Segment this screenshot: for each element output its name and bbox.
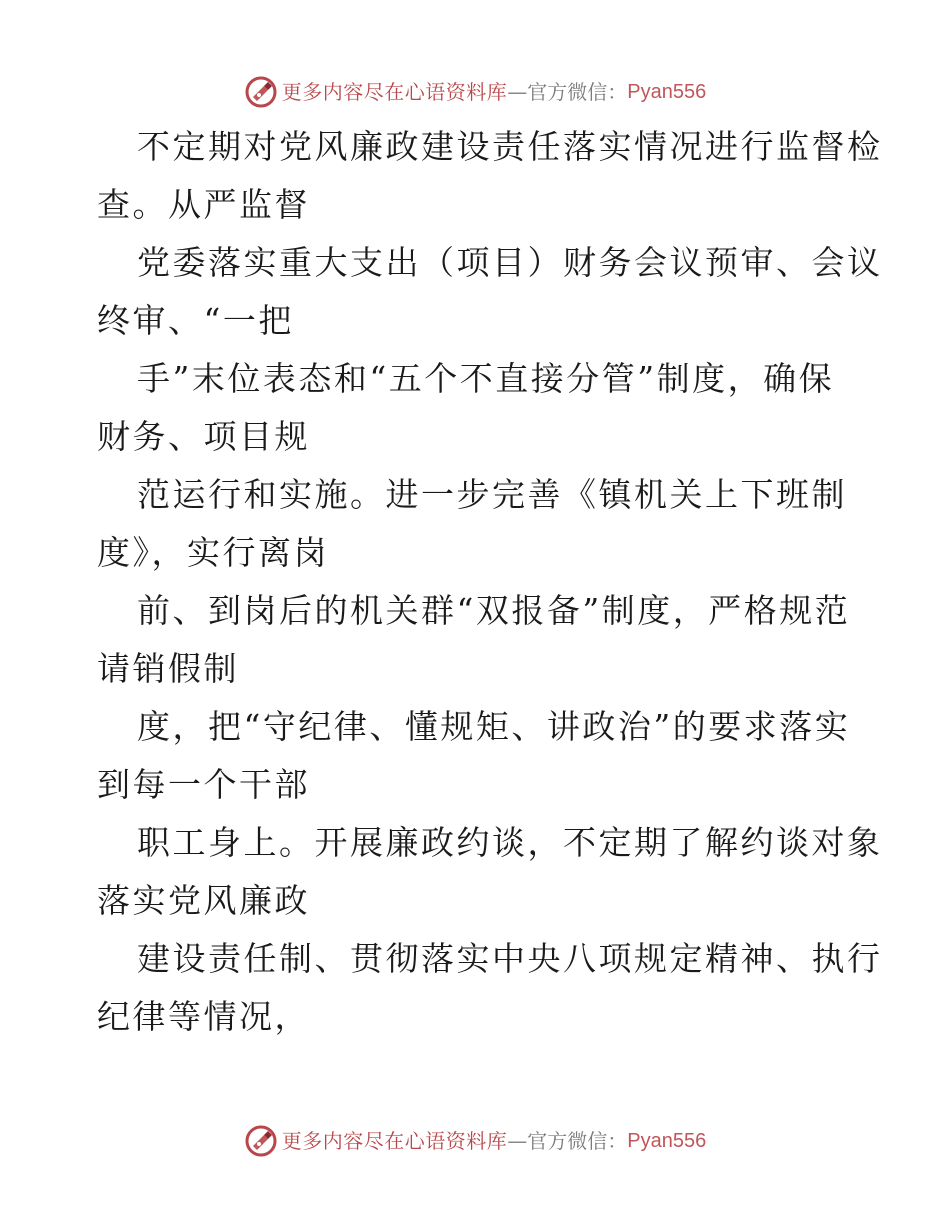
watermark-wechat-id: Pyan556 bbox=[627, 1130, 707, 1152]
paragraph bbox=[97, 350, 857, 466]
paragraph-line: 到每一个干部 bbox=[97, 765, 310, 804]
paragraph-line: 财务、项目规 bbox=[97, 417, 310, 456]
paragraph-line: 查。从严监督 bbox=[97, 185, 310, 224]
watermark-text: 更多内容尽在心语资料库 bbox=[281, 1129, 508, 1153]
document-body bbox=[97, 118, 883, 1046]
paragraph-line: 纪律等情况， bbox=[97, 997, 310, 1036]
pen-nib-logo-icon bbox=[244, 75, 278, 109]
paragraph-line: 前、到岗后的机关群“双报备”制度，严格规范 bbox=[137, 591, 851, 630]
watermark-wechat-id: Pyan556 bbox=[627, 81, 707, 103]
watermark-label: 官方微信： bbox=[527, 1129, 628, 1153]
pen-nib-logo-icon bbox=[244, 1124, 278, 1158]
paragraph-line: 终审、“一把 bbox=[97, 301, 294, 340]
paragraph-line: 落实党风廉政 bbox=[97, 881, 310, 920]
paragraph bbox=[97, 582, 857, 698]
paragraph-line: 党委落实重大支出（项目）财务会议预审、会议 bbox=[137, 243, 883, 282]
paragraph bbox=[97, 118, 883, 234]
paragraph-line: 手”末位表态和“五个不直接分管”制度，确保 bbox=[137, 359, 835, 398]
paragraph-line: 建设责任制、贯彻落实中央八项规定精神、执行 bbox=[137, 939, 883, 978]
watermark-separator: — bbox=[507, 80, 528, 104]
paragraph-line: 度》，实行离岗 bbox=[97, 533, 329, 572]
paragraph-line: 职工身上。开展廉政约谈，不定期了解约谈对象 bbox=[137, 823, 883, 862]
watermark-separator: — bbox=[507, 1129, 528, 1153]
footer-watermark bbox=[0, 1121, 950, 1161]
paragraph-line: 范运行和实施。进一步完善《镇机关上下班制 bbox=[137, 475, 847, 514]
paragraph bbox=[97, 814, 883, 930]
watermark-label: 官方微信： bbox=[527, 80, 628, 104]
paragraph bbox=[97, 698, 857, 814]
paragraph-line: 度，把“守纪律、懂规矩、讲政治”的要求落实 bbox=[137, 707, 851, 746]
watermark-text: 更多内容尽在心语资料库 bbox=[281, 80, 508, 104]
paragraph bbox=[97, 930, 883, 1046]
header-watermark bbox=[0, 72, 950, 112]
paragraph bbox=[97, 466, 857, 582]
paragraph-line: 不定期对党风廉政建设责任落实情况进行监督检 bbox=[137, 127, 883, 166]
paragraph bbox=[97, 234, 883, 350]
paragraph-line: 请销假制 bbox=[97, 649, 239, 688]
